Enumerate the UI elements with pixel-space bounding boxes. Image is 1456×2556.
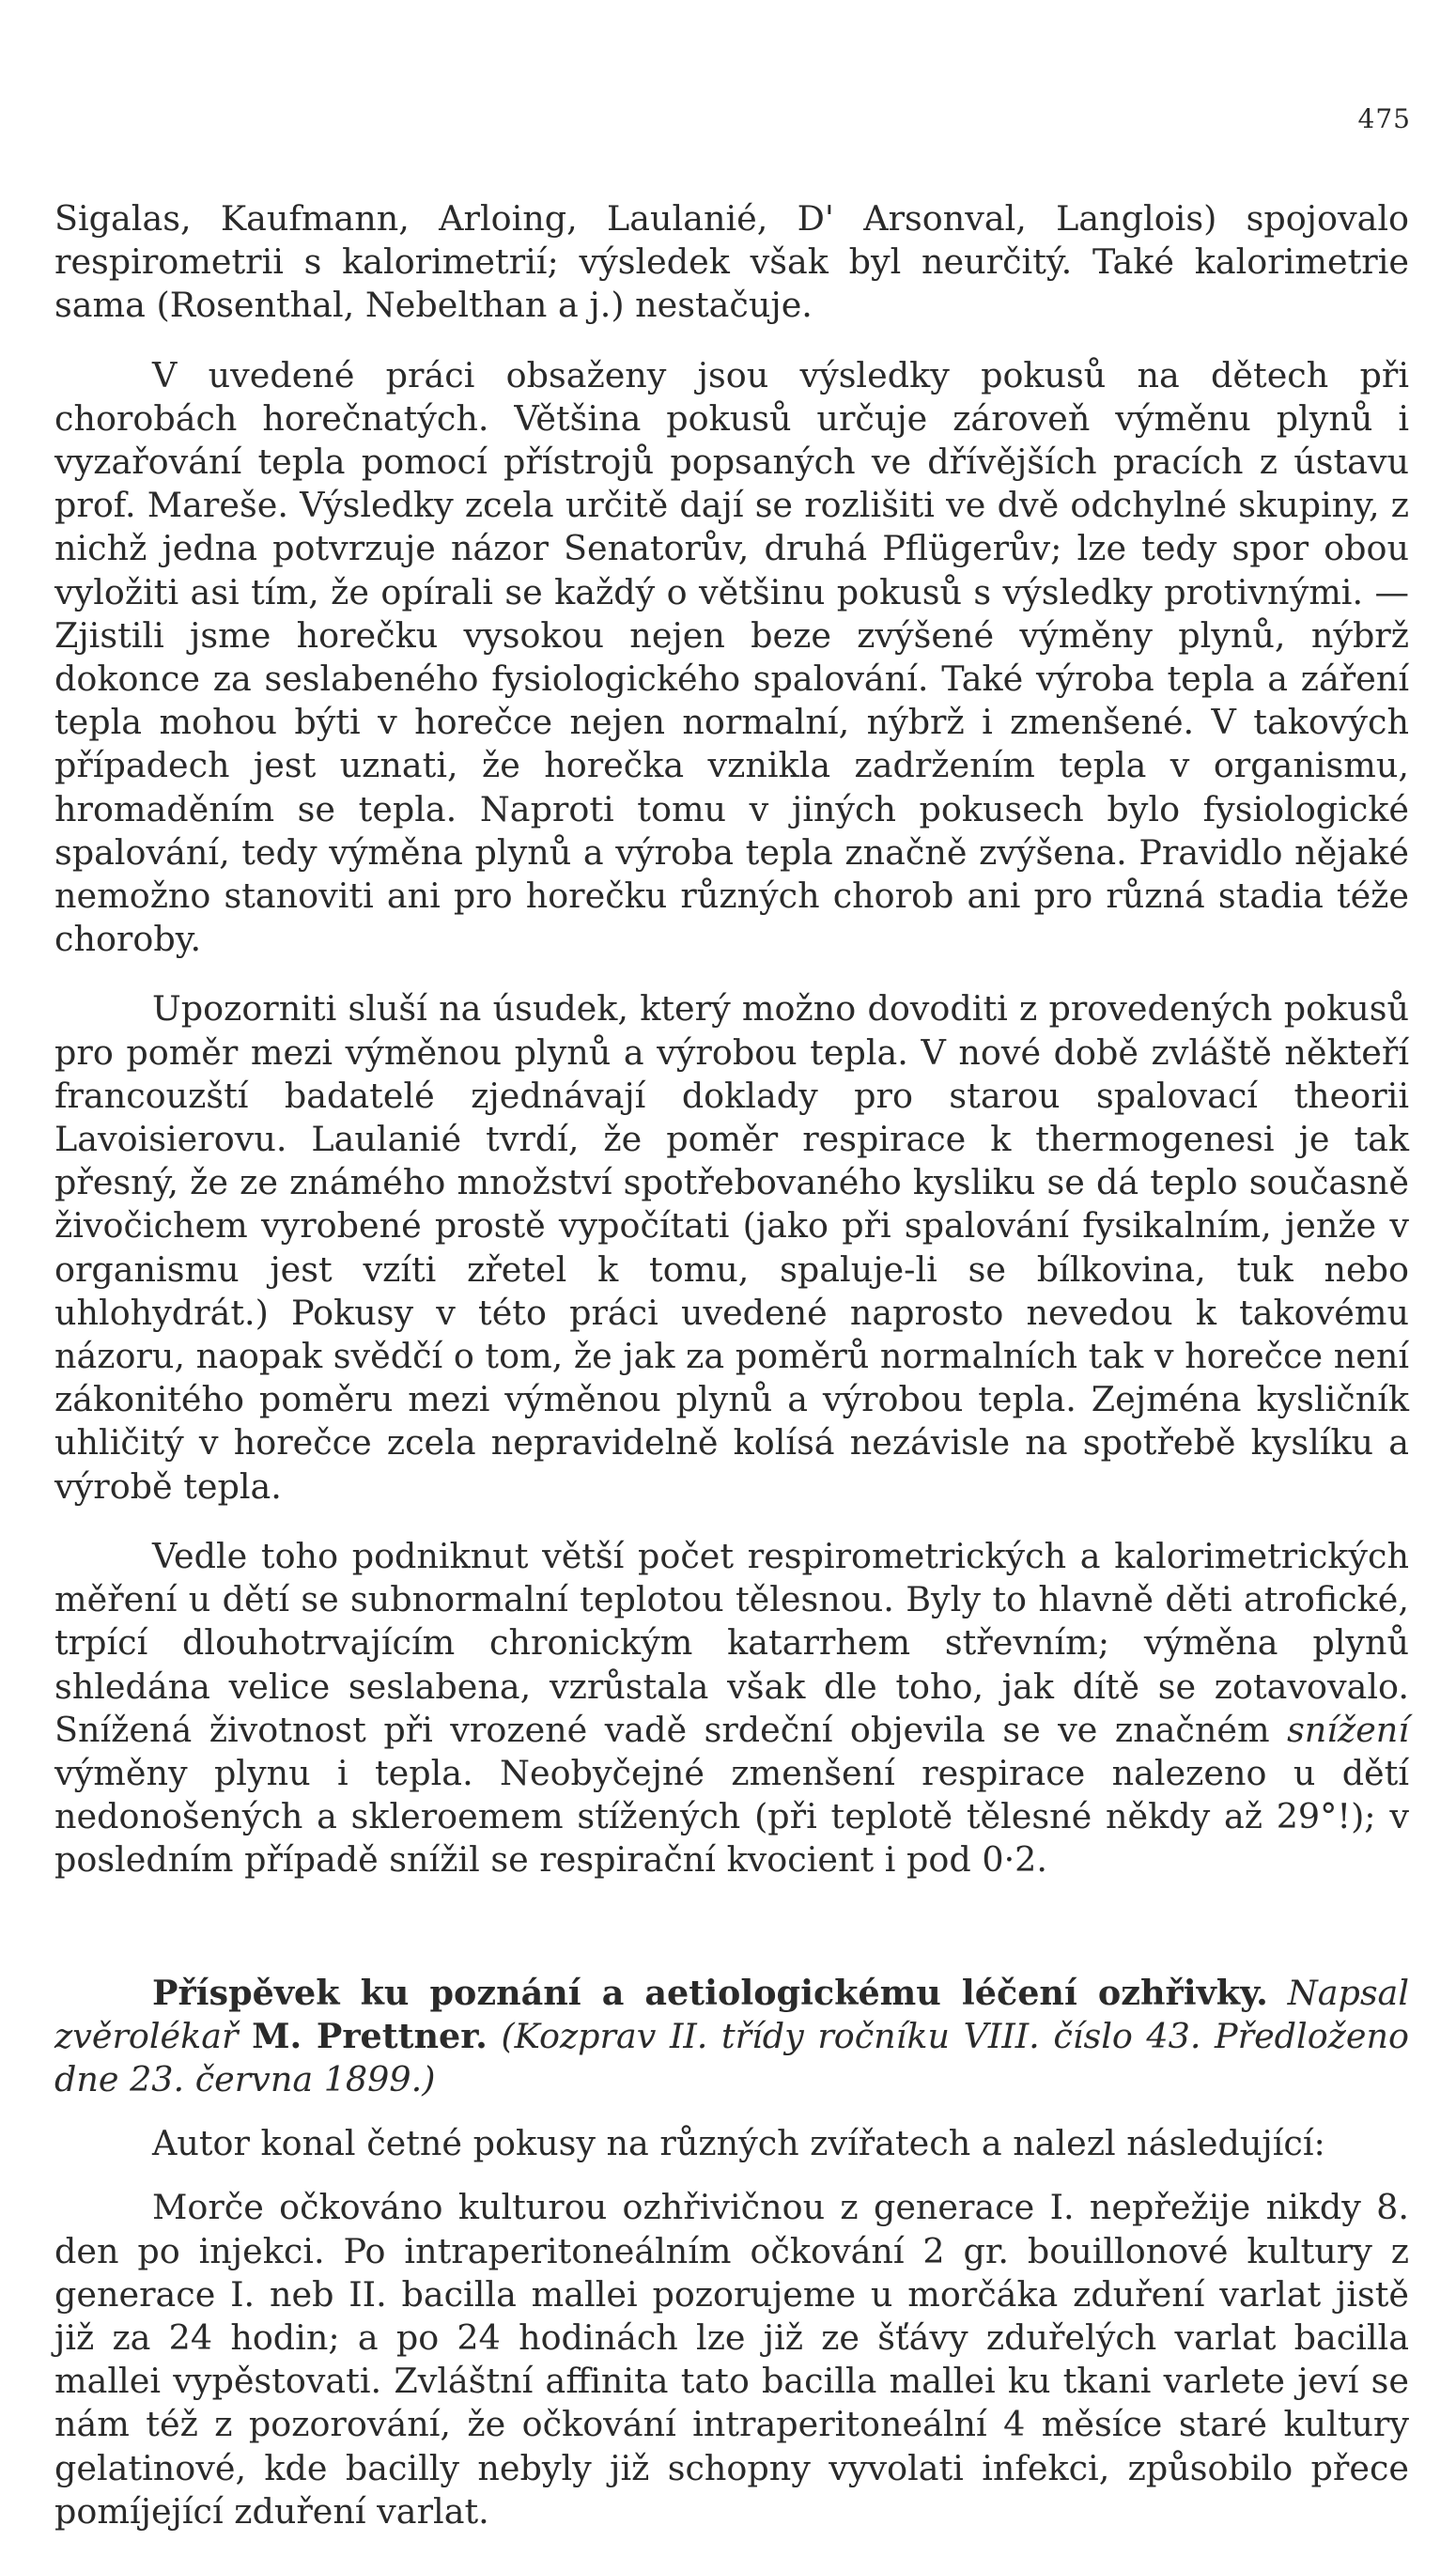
- paragraph-3: Upozorniti sluší na úsudek, který možno dovoditi z provedených pokusů pro poměr mezi výměnou plynů a výrobou tepla. V nové době zvláště někteří francouzští badatelé zjednávají doklady pro starou spalovací theorii Lavoisierovu. Laulanié tvrdí, že poměr respirace k thermogenesi je tak přesný, že ze známého množství spotřebovaného kysliku se dá teplo současně živočichem vyrobené prostě vypočítati (jako při spalování fysikalním, jenže v organismu jest vzíti zřetel k tomu, spaluje-li se bílkovina, tuk nebo uhlohydrát.) Pokusy v této práci uvedené naprosto nevedou k takovému názoru, naopak svědčí o tom, že jak za poměrů normalních tak v horečce není zákonitého poměru mezi výměnou plynů a výrobou tepla. Zejména kysličník uhličitý v horečce zcela nepravidelně kolísá nezávisle na spotřebě kyslíku a výrobě tepla.: [54, 988, 1409, 1507]
- article-citation: (Kozprav II. třídy ročníku VIII. číslo 43. Předloženo dne 23. června 1899.): [54, 2015, 1409, 2099]
- article-body: Morče očkováno kulturou ozhřivičnou z generace I. nepřežije nikdy 8. den po injekci. Po intraperitoneálním očkování 2 gr. bouillonové kultury z generace I. neb II. bacilla mallei pozorujeme u morčáka zduření varlat jistě již za 24 hodin; a po 24 hodinách lze již ze šťávy zduřelých varlat bacilla mallei vypěstovati. Zvláštní affinita tato bacilla mallei ku tkani varlete jeví se nám též z pozorování, že očkování intraperitoneální 4 měsíce staré kultury gelatinové, kde bacilly nebyly již schopny vyvolati infekci, způsobilo přece pomíjející zduření varlat.: [54, 2187, 1409, 2532]
- paragraph-4-text-b: výměny plynu i tepla. Neobyčejné zmenšení respirace nalezeno u dětí nedonošených a skleroemem stížených (při teplotě tělesné někdy až 29°!); v posledním případě snížil se respirační kvocient i pod 0·2.: [54, 1752, 1409, 1881]
- paragraph-4: [54, 1535, 1409, 1882]
- paragraph-4-emphasis: snížení: [1287, 1709, 1409, 1750]
- article-heading: [54, 1972, 1409, 2102]
- article-intro: Autor konal četné pokusy na různých zvířatech a nalezl následující:: [152, 2123, 1325, 2164]
- article-author: M. Prettner.: [252, 2015, 488, 2056]
- paragraph-2: V uvedené práci obsaženy jsou výsledky pokusů na dětech při chorobách horečnatých. Většina pokusů určuje zároveň výměnu plynů i vyzařování tepla pomocí přístrojů popsaných ve dřívějších pracích z ústavu prof. Mareše. Výsledky zcela určitě dají se rozlišiti ve dvě odchylné skupiny, z nichž jedna potvrzuje názor Senatorův, druhá Pflügerův; lze tedy spor obou vyložiti asi tím, že opírali se každý o většinu pokusů s výsledky protivnými. — Zjistili jsme horečku vysokou nejen beze zvýšené výměny plynů, nýbrž dokonce za seslabeného fysiologického spalování. Také výroba tepla a záření tepla mohou býti v horečce nejen normalní, nýbrž i zmenšené. V takových případech jest uznati, že horečka vznikla zadržením tepla v organismu, hromaděním se tepla. Naproti tomu v jiných pokusech bylo fysiologické spalování, tedy výměna plynů a výroba tepla značně zvýšena. Pravidlo nějaké nemožno stanoviti ani pro horečku různých chorob ani pro různá stadia téže choroby.: [54, 354, 1409, 960]
- article-title: Příspěvek ku poznání a aetiologickému léčení ozhřivky.: [152, 1972, 1268, 2013]
- paragraph-1: Sigalas, Kaufmann, Arloing, Laulanié, D' Arsonval, Langlois) spojovalo respirometrii s kalorimetrií; výsledek však byl neurčitý. Také kalorimetrie sama (Rosenthal, Nebelthan a j.) nestačuje.: [54, 198, 1409, 326]
- paragraph-4-text-a: Vedle toho podniknut větší počet respirometrických a kalorimetrických měření u dětí se subnormalní teplotou tělesnou. Byly to hlavně děti atrofické, trpící dlouhotrvajícím chronickým katarrhem střevním; výměna plynů shledána velice seslabena, vzrůstala však dle toho, jak dítě se zotavovalo. Snížená životnost při vrozené vadě srdeční objevila se ve značném: [54, 1535, 1409, 1750]
- body-text: [54, 197, 1409, 2533]
- article-byline: Napsal zvěrolékař: [54, 1972, 1409, 2056]
- page-number: 475: [1357, 103, 1411, 134]
